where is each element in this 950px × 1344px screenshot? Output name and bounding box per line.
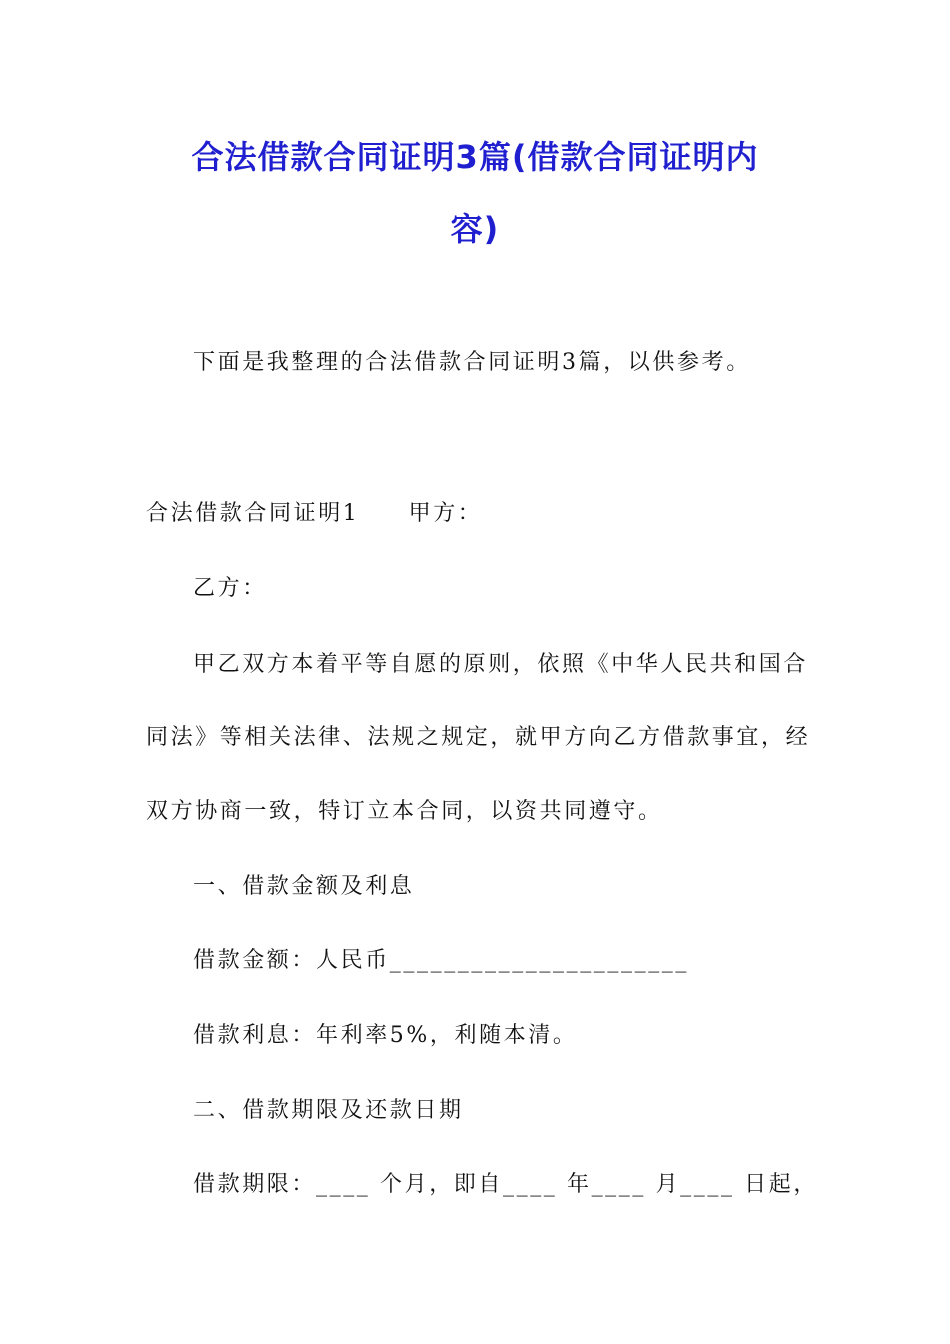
contract-heading-party-a: 合法借款合同证明1 甲方： (146, 501, 483, 526)
loan-interest-line: 借款利息：年利率5%，利随本清。 (193, 1023, 578, 1048)
loan-term-line: 借款期限：____ 个月，即自____ 年____ 月____ 日起， (193, 1172, 818, 1197)
body-paragraph-line: 同法》等相关法律、法规之规定，就甲方向乙方借款事宜，经 (146, 725, 811, 750)
body-paragraph-line: 双方协商一致，特订立本合同，以资共同遵守。 (146, 799, 663, 824)
loan-amount-line: 借款金额：人民币______________________ (193, 948, 690, 973)
document-title: 合法借款合同证明3篇(借款合同证明内 (191, 138, 759, 176)
party-b-line: 乙方： (193, 576, 267, 601)
section-heading-amount: 一、借款金额及利息 (193, 874, 415, 899)
section-heading-term: 二、借款期限及还款日期 (193, 1098, 464, 1123)
document-title-continued: 容) (450, 210, 500, 248)
body-paragraph-line: 甲乙双方本着平等自愿的原则，依照《中华人民共和国合 (193, 652, 809, 677)
intro-paragraph: 下面是我整理的合法借款合同证明3篇，以供参考。 (193, 350, 751, 375)
